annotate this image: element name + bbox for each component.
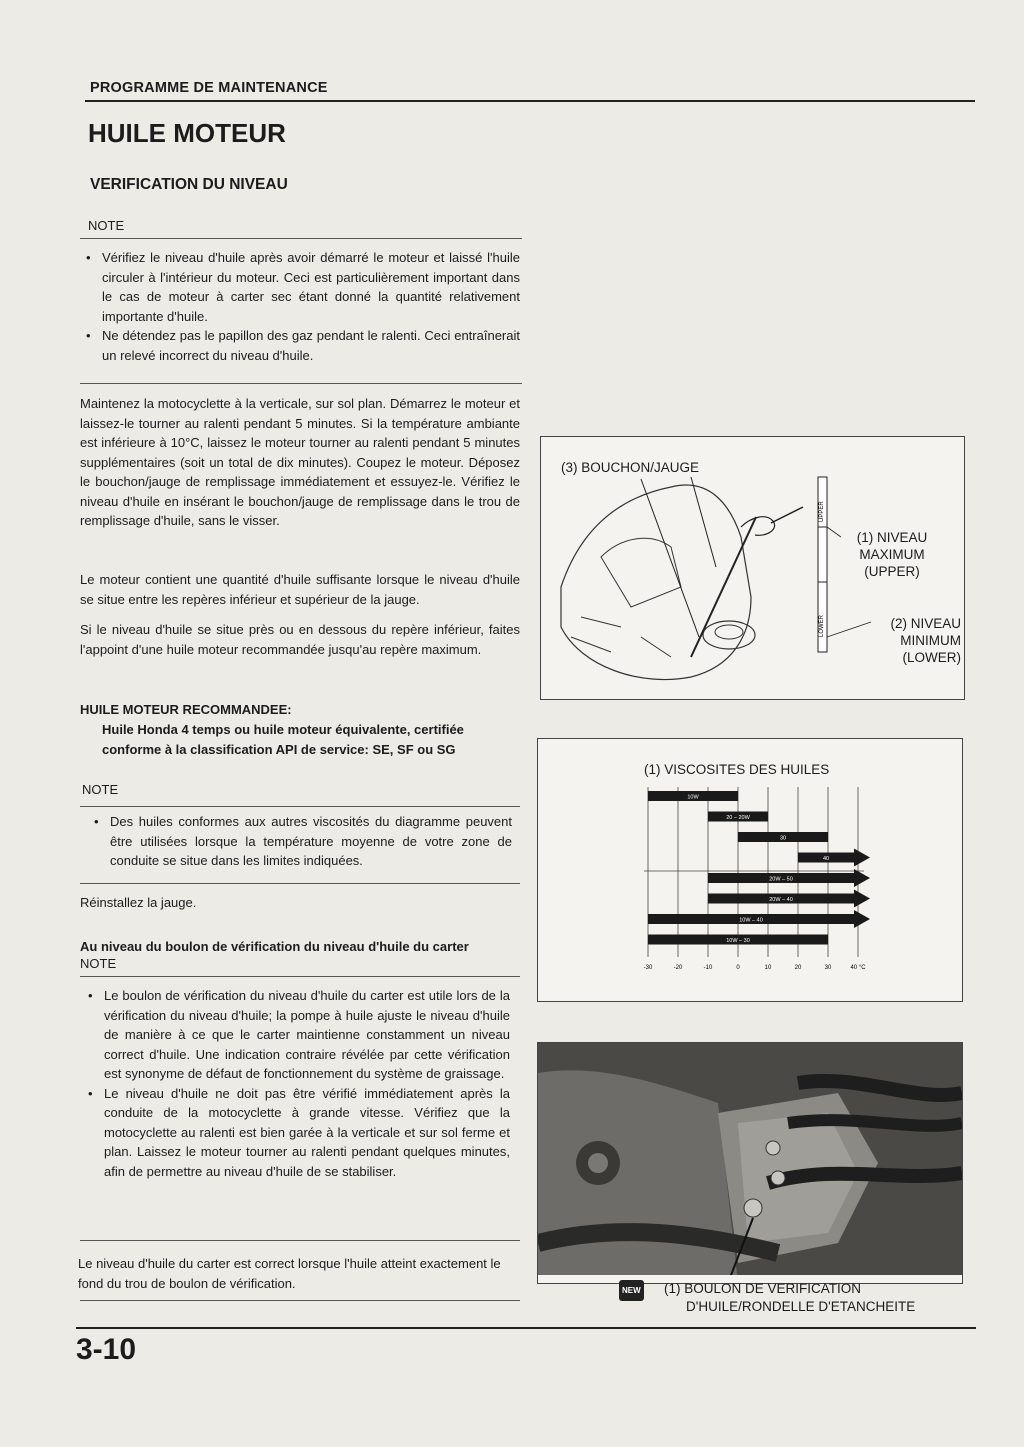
note-2-list — [88, 812, 512, 871]
new-part-badge: NEW — [619, 1280, 644, 1301]
tick-label: 40 °C — [850, 965, 866, 971]
viscosity-bar-label: 20W – 40 — [769, 897, 793, 903]
divider — [80, 383, 522, 384]
note-1-item: • Ne détendez pas le papillon des gaz pendant le ralenti. Ceci entraînerait un relevé incorrect du niveau d'huile. — [80, 326, 520, 365]
recommended-oil-text: Huile Honda 4 temps ou huile moteur équivalente, certifiée conforme à la classification API de service: SE, SF ou SG — [102, 722, 464, 757]
tick-label: 0 — [736, 965, 740, 971]
bolt-note-list — [82, 986, 510, 1181]
tick-label: -10 — [703, 965, 713, 971]
gauge-upper-mark: UPPER — [819, 501, 825, 522]
viscosity-bar-label: 20 – 20W — [726, 815, 750, 821]
viscosity-bar-label: 40 — [822, 856, 830, 862]
section-header: PROGRAMME DE MAINTENANCE — [90, 80, 328, 96]
divider — [80, 806, 520, 807]
viscosity-figure — [537, 738, 963, 1002]
label-line: MAXIMUM — [859, 547, 925, 562]
paragraph-text: Si le niveau d'huile se situe près ou en dessous du repère inférieur, faites l'appoint d'une huile moteur recommandée jusqu'au repère maximum. — [80, 622, 520, 657]
note-label-3: NOTE — [80, 956, 117, 971]
viscosity-title: (1) VISCOSITES DES HUILES — [644, 762, 830, 777]
divider — [80, 1240, 520, 1241]
tick-label: 30 — [824, 965, 832, 971]
bolt-note-item: • Le niveau d'huile ne doit pas être vérifié immédiatement après la conduite de la motocyclette à grande vitesse. Vérifiez que la motocyclette au ralenti est bien garée à la verticale et sur sol ferme et plan. Laissez le moteur tourner au ralenti pendant quelques minutes, afin de permettre au niveau d'huile de se stabiliser. — [82, 1084, 510, 1182]
note-2-item: • Des huiles conformes aux autres viscosités du diagramme peuvent être utilisées lorsque la température moyenne de votre zone de conduite se situe dans les limites indiquées. — [88, 812, 512, 871]
recommended-oil-heading: HUILE MOTEUR RECOMMANDEE: — [80, 702, 292, 717]
bolt-closing-text: Le niveau d'huile du carter est correct lorsque l'huile atteint exactement le fond du trou de boulon de vérification. — [78, 1256, 501, 1291]
viscosity-bar-label: 10W — [687, 794, 699, 801]
dipstick-figure — [540, 436, 965, 700]
viscosity-bar-label: 20W – 50 — [769, 876, 793, 883]
tick-label: -20 — [673, 965, 683, 971]
bolt-note-item: • Le boulon de vérification du niveau d'huile du carter est utile lors de la vérification du niveau d'huile; la pompe à huile ajuste le niveau d'huile de manière à ce que le carter maintienne constamment un niveau correct d'huile. Une indication contraire révélée par cette vérification est synonyme de défaut de fonctionnement du système de graissage. — [82, 986, 510, 1084]
header-divider — [85, 100, 975, 102]
label-line: (UPPER) — [864, 564, 920, 579]
paragraph-level-ok — [80, 570, 520, 609]
footer-divider — [76, 1327, 976, 1329]
engine-photo-illustration — [538, 1043, 962, 1283]
viscosity-bar-label: 30 — [779, 835, 787, 842]
upper-level-label — [837, 529, 947, 580]
lower-level-label — [857, 615, 961, 666]
viscosity-bar-arrow — [854, 910, 870, 928]
note-1-item: • Vérifiez le niveau d'huile après avoir démarré le moteur et laissé l'huile circuler à l'intérieur du moteur. Ceci est particulièrement important dans le cas de moteur à carter sec étant donné la quantité relativement importante d'huile. — [80, 248, 520, 326]
section-subtitle: VERIFICATION DU NIVEAU — [90, 176, 288, 193]
reinstall-text: Réinstallez la jauge. — [80, 895, 197, 910]
viscosity-bar-label: 10W – 30 — [726, 938, 750, 944]
note-label-2: NOTE — [82, 782, 119, 797]
dipstick-cap-label: (3) BOUCHON/JAUGE — [561, 460, 700, 475]
bolt-section-heading: Au niveau du boulon de vérification du niveau d'huile du carter — [80, 939, 469, 954]
note-label-1: NOTE — [88, 218, 125, 233]
paragraph-procedure — [80, 394, 520, 531]
viscosity-bar-arrow — [854, 869, 870, 887]
divider — [80, 883, 520, 884]
viscosity-bar-label: 10W – 40 — [739, 917, 763, 924]
page-number: 3-10 — [76, 1333, 137, 1366]
paragraph-text: Le moteur contient une quantité d'huile suffisante lorsque le niveau d'huile se situe entre les repères inférieur et supérieur de la jauge. — [80, 572, 520, 607]
viscosity-chart — [538, 739, 962, 1001]
tick-label: 20 — [794, 965, 802, 971]
divider — [80, 238, 522, 239]
bolt-label-line1: (1) BOULON DE VERIFICATION — [664, 1281, 862, 1296]
label-line: (2) NIVEAU — [890, 616, 961, 631]
paragraph-text: Maintenez la motocyclette à la verticale, sur sol plan. Démarrez le moteur et laissez-le tourner au ralenti pendant 5 minutes. Si la température ambiante est inférieure à 10°C, laissez le moteur tourner au ralenti pendant 5 minutes supplémentaires (soit un total de dix minutes). Coupez le moteur. Déposez le bouchon/jauge de remplissage immédiatement et essuyez-le. Vérifiez le niveau d'huile en insérant le bouchon/jauge de remplissage dans le trou de remplissage d'huile, sans le visser. — [80, 396, 520, 528]
divider — [80, 976, 520, 977]
viscosity-bar-arrow — [854, 890, 870, 908]
paragraph-top-up — [80, 620, 520, 659]
bolt-photo — [537, 1042, 963, 1284]
page-title: HUILE MOTEUR — [88, 118, 286, 148]
tick-label: 10 — [764, 965, 772, 971]
label-line: (LOWER) — [902, 650, 961, 665]
note-1-list — [80, 248, 520, 365]
gauge-lower-mark: LOWER — [819, 614, 825, 637]
viscosity-bar-arrow — [854, 849, 870, 867]
tick-label: -30 — [643, 965, 653, 971]
bolt-label-line2: D'HUILE/RONDELLE D'ETANCHEITE — [686, 1299, 916, 1314]
label-line: MINIMUM — [900, 633, 961, 648]
divider — [80, 1300, 520, 1301]
label-line: (1) NIVEAU — [856, 530, 928, 545]
